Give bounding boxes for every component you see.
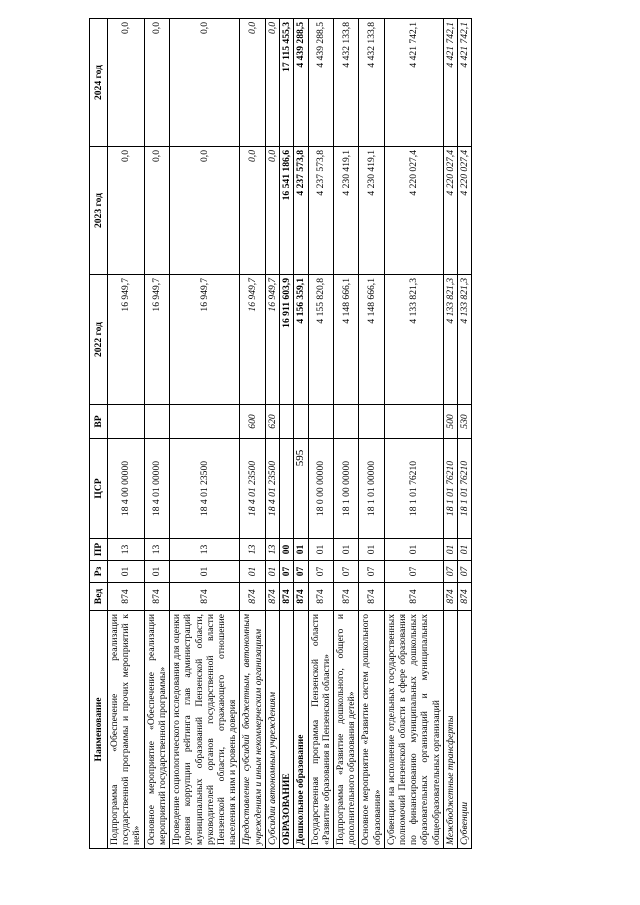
row-csr: 18 4 01 23500 <box>170 439 240 539</box>
row-pr: 01 <box>458 539 472 561</box>
row-vr: 620 <box>265 405 279 439</box>
row-csr: 18 1 01 76210 <box>443 439 457 539</box>
header-pr: ПР <box>90 539 108 561</box>
row-2023: 4 230 419,1 <box>359 147 384 275</box>
row-name: Подпрограмма «Развитие дошкольного, общего и дополнительного образования детей» <box>333 611 358 849</box>
row-2022: 16 949,7 <box>170 275 240 405</box>
row-ved: 874 <box>294 583 308 611</box>
row-rz: 07 <box>458 561 472 583</box>
row-ved: 874 <box>170 583 240 611</box>
row-name: Межбюджетные трансферты <box>443 611 457 849</box>
row-2024: 4 421 742,1 <box>458 19 472 147</box>
row-ved: 874 <box>240 583 265 611</box>
row-ved: 874 <box>280 583 294 611</box>
row-2024: 0,0 <box>144 19 169 147</box>
row-2023: 4 220 027,4 <box>458 147 472 275</box>
row-pr: 13 <box>170 539 240 561</box>
row-vr <box>144 405 169 439</box>
row-vr <box>294 405 308 439</box>
row-pr: 13 <box>144 539 169 561</box>
row-2024: 0,0 <box>108 19 145 147</box>
table-row <box>308 19 333 849</box>
row-ved: 874 <box>265 583 279 611</box>
row-2022: 4 156 359,1 <box>294 275 308 405</box>
table-row <box>240 19 265 849</box>
table-row <box>333 19 358 849</box>
row-ved: 874 <box>308 583 333 611</box>
row-name: Субсидии автономным учреждениям <box>265 611 279 849</box>
row-name: Основное мероприятие «Обеспечение реализации мероприятий государственной программы» <box>144 611 169 849</box>
table-header-row <box>90 19 108 849</box>
page-number: 595 <box>294 449 306 467</box>
row-2024: 0,0 <box>265 19 279 147</box>
row-vr <box>333 405 358 439</box>
row-2024: 4 421 742,1 <box>443 19 457 147</box>
row-pr: 13 <box>240 539 265 561</box>
row-rz: 07 <box>359 561 384 583</box>
row-2022: 4 155 820,8 <box>308 275 333 405</box>
row-2022: 4 148 666,1 <box>333 275 358 405</box>
row-csr <box>294 439 308 539</box>
row-vr: 500 <box>443 405 457 439</box>
budget-table <box>89 18 472 849</box>
row-name: Дошкольное образование <box>294 611 308 849</box>
header-vr: ВР <box>90 405 108 439</box>
row-2023: 0,0 <box>265 147 279 275</box>
row-pr: 00 <box>280 539 294 561</box>
row-2023: 4 237 573,8 <box>308 147 333 275</box>
row-ved: 874 <box>108 583 145 611</box>
header-2022: 2022 год <box>90 275 108 405</box>
row-2022: 4 133 821,3 <box>384 275 443 405</box>
row-2024: 4 439 288,5 <box>308 19 333 147</box>
row-vr <box>280 405 294 439</box>
row-ved: 874 <box>333 583 358 611</box>
table-row <box>170 19 240 849</box>
row-rz: 01 <box>240 561 265 583</box>
row-csr: 18 0 00 00000 <box>308 439 333 539</box>
row-csr: 18 4 01 23500 <box>265 439 279 539</box>
row-name: ОБРАЗОВАНИЕ <box>280 611 294 849</box>
row-vr <box>384 405 443 439</box>
header-csr: ЦСР <box>90 439 108 539</box>
row-2024: 4 421 742,1 <box>384 19 443 147</box>
row-csr: 18 1 00 00000 <box>333 439 358 539</box>
row-csr: 18 1 01 00000 <box>359 439 384 539</box>
table-row <box>443 19 457 849</box>
row-rz: 01 <box>144 561 169 583</box>
row-ved: 874 <box>458 583 472 611</box>
table-row <box>265 19 279 849</box>
header-2024: 2024 год <box>90 19 108 147</box>
header-rz: Рз <box>90 561 108 583</box>
row-csr: 18 1 01 76210 <box>384 439 443 539</box>
row-ved: 874 <box>359 583 384 611</box>
row-pr: 01 <box>443 539 457 561</box>
row-rz: 07 <box>384 561 443 583</box>
row-csr <box>280 439 294 539</box>
row-name: Проведение социологического исследования для оценки уровня коррупции рейтинга глав администраций муниципальных образований Пензенской области, руководителей органов государственной власти Пензенской области, отражающего отношение населения к ним и уровень доверия <box>170 611 240 849</box>
row-2023: 0,0 <box>240 147 265 275</box>
row-csr: 18 1 01 76210 <box>458 439 472 539</box>
row-vr: 600 <box>240 405 265 439</box>
row-2022: 4 133 821,3 <box>458 275 472 405</box>
table-row <box>384 19 443 849</box>
row-2023: 0,0 <box>144 147 169 275</box>
row-2024: 0,0 <box>170 19 240 147</box>
row-rz: 01 <box>108 561 145 583</box>
row-vr <box>108 405 145 439</box>
row-2022: 16 949,7 <box>144 275 169 405</box>
row-pr: 01 <box>294 539 308 561</box>
header-ved: Вед <box>90 583 108 611</box>
table-row <box>359 19 384 849</box>
row-pr: 01 <box>359 539 384 561</box>
row-rz: 07 <box>308 561 333 583</box>
row-rz: 07 <box>333 561 358 583</box>
row-rz: 01 <box>170 561 240 583</box>
row-vr <box>170 405 240 439</box>
row-2022: 16 949,7 <box>108 275 145 405</box>
row-rz: 07 <box>294 561 308 583</box>
row-csr: 18 4 00 00000 <box>108 439 145 539</box>
row-csr: 18 4 01 23500 <box>240 439 265 539</box>
row-2023: 4 220 027,4 <box>384 147 443 275</box>
row-name: Субвенции на исполнение отдельных государственных полномочий Пензенской области в сфере образования по финансированию муниципальных дошкольных образовательных организаций и муниципальных общеобразовательных организаций <box>384 611 443 849</box>
row-pr: 01 <box>384 539 443 561</box>
row-vr: 530 <box>458 405 472 439</box>
row-ved: 874 <box>384 583 443 611</box>
row-2024: 4 439 288,5 <box>294 19 308 147</box>
row-ved: 874 <box>443 583 457 611</box>
row-rz: 01 <box>265 561 279 583</box>
row-2023: 0,0 <box>108 147 145 275</box>
row-2022: 16 949,7 <box>265 275 279 405</box>
row-ved: 874 <box>144 583 169 611</box>
row-2022: 16 949,7 <box>240 275 265 405</box>
row-pr: 01 <box>308 539 333 561</box>
row-2023: 4 237 573,8 <box>294 147 308 275</box>
row-2023: 4 220 027,4 <box>443 147 457 275</box>
row-2023: 16 541 186,6 <box>280 147 294 275</box>
row-csr: 18 4 01 00000 <box>144 439 169 539</box>
row-2024: 4 432 133,8 <box>359 19 384 147</box>
row-rz: 07 <box>443 561 457 583</box>
row-vr <box>359 405 384 439</box>
row-2022: 16 911 603,9 <box>280 275 294 405</box>
row-pr: 13 <box>265 539 279 561</box>
table-row <box>458 19 472 849</box>
row-rz: 07 <box>280 561 294 583</box>
row-2022: 4 133 821,3 <box>443 275 457 405</box>
budget-table-container <box>89 19 567 849</box>
row-name: Предоставление субсидий бюджетным, автономным учреждениям и иным некоммерческим организациям <box>240 611 265 849</box>
header-2023: 2023 год <box>90 147 108 275</box>
table-row <box>294 19 308 849</box>
row-name: Подпрограмма «Обеспечение реализации государственной программы и прочих мероприятий к ней» <box>108 611 145 849</box>
row-2023: 0,0 <box>170 147 240 275</box>
table-row <box>280 19 294 849</box>
row-name: Основное мероприятие «Развитие систем дошкольного образования» <box>359 611 384 849</box>
row-2023: 4 230 419,1 <box>333 147 358 275</box>
row-pr: 01 <box>333 539 358 561</box>
row-pr: 13 <box>108 539 145 561</box>
row-2022: 4 148 666,1 <box>359 275 384 405</box>
table-row <box>144 19 169 849</box>
row-name: Субвенции <box>458 611 472 849</box>
row-2024: 17 115 455,3 <box>280 19 294 147</box>
table-row <box>108 19 145 849</box>
row-2024: 0,0 <box>240 19 265 147</box>
row-vr <box>308 405 333 439</box>
row-2024: 4 432 133,8 <box>333 19 358 147</box>
header-name: Наименование <box>90 611 108 849</box>
row-name: Государственная программа Пензенской области «Развитие образования в Пензенской области» <box>308 611 333 849</box>
